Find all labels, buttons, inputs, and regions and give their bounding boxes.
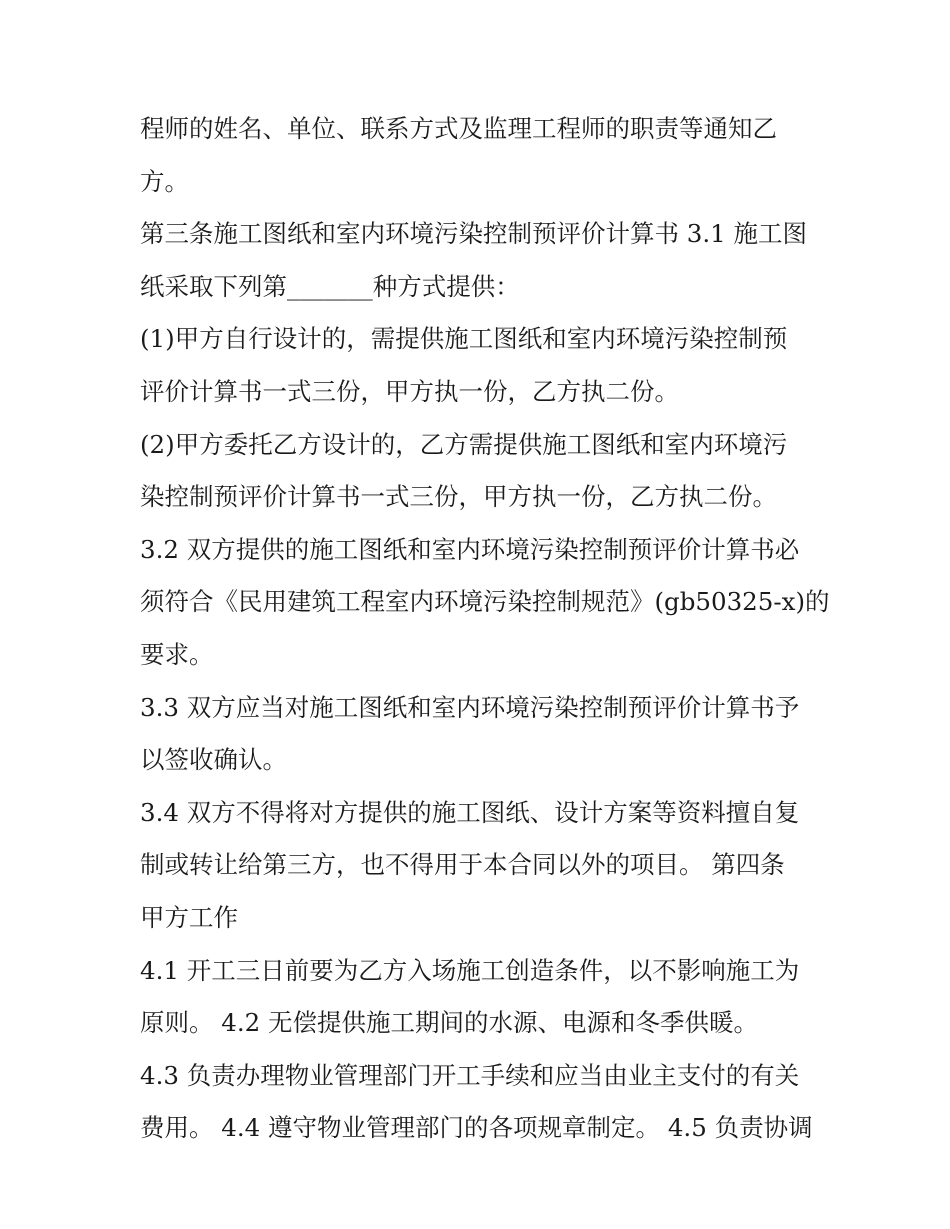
text-line: 甲方工作 bbox=[140, 902, 238, 932]
text-line: 方。 bbox=[140, 166, 189, 196]
text-line: 3.3 双方应当对施工图纸和室内环境污染控制预评价计算书予 bbox=[140, 692, 800, 722]
text-line: 染控制预评价计算书一式三份，甲方执一份，乙方执二份。 bbox=[140, 482, 777, 512]
text-line: (2)甲方委托乙方设计的，乙方需提供施工图纸和室内环境污 bbox=[140, 429, 788, 459]
text-line: 原则。 4.2 无偿提供施工期间的水源、电源和冬季供暖。 bbox=[140, 1008, 759, 1038]
text-line: 制或转让给第三方，也不得用于本合同以外的项目。 第四条 bbox=[140, 850, 785, 880]
text-line: 3.4 双方不得将对方提供的施工图纸、设计方案等资料擅自复 bbox=[140, 797, 800, 827]
text-line: 4.3 负责办理物业管理部门开工手续和应当由业主支付的有关 bbox=[140, 1060, 800, 1090]
text-line: 要求。 bbox=[140, 639, 214, 669]
document-body bbox=[140, 103, 830, 1155]
text-line: 程师的姓名、单位、联系方式及监理工程师的职责等通知乙 bbox=[140, 114, 777, 143]
text-line: 3.2 双方提供的施工图纸和室内环境污染控制预评价计算书必 bbox=[140, 534, 800, 564]
text-line: 纸采取下列第_______种方式提供： bbox=[140, 271, 520, 301]
text-line: 须符合《民用建筑工程室内环境污染控制规范》(gb50325-x)的 bbox=[140, 587, 830, 617]
text-line: 费用。 4.4 遵守物业管理部门的各项规章制定。 4.5 负责协调 bbox=[140, 1113, 813, 1143]
text-line: 以签收确认。 bbox=[140, 745, 287, 775]
text-line: 4.1 开工三日前要为乙方入场施工创造条件，以不影响施工为 bbox=[140, 955, 800, 985]
text-line: 第三条施工图纸和室内环境污染控制预评价计算书 3.1 施工图 bbox=[140, 219, 808, 249]
text-line: (1)甲方自行设计的，需提供施工图纸和室内环境污染控制预 bbox=[140, 324, 788, 354]
text-line: 评价计算书一式三份，甲方执一份，乙方执二份。 bbox=[140, 376, 679, 406]
